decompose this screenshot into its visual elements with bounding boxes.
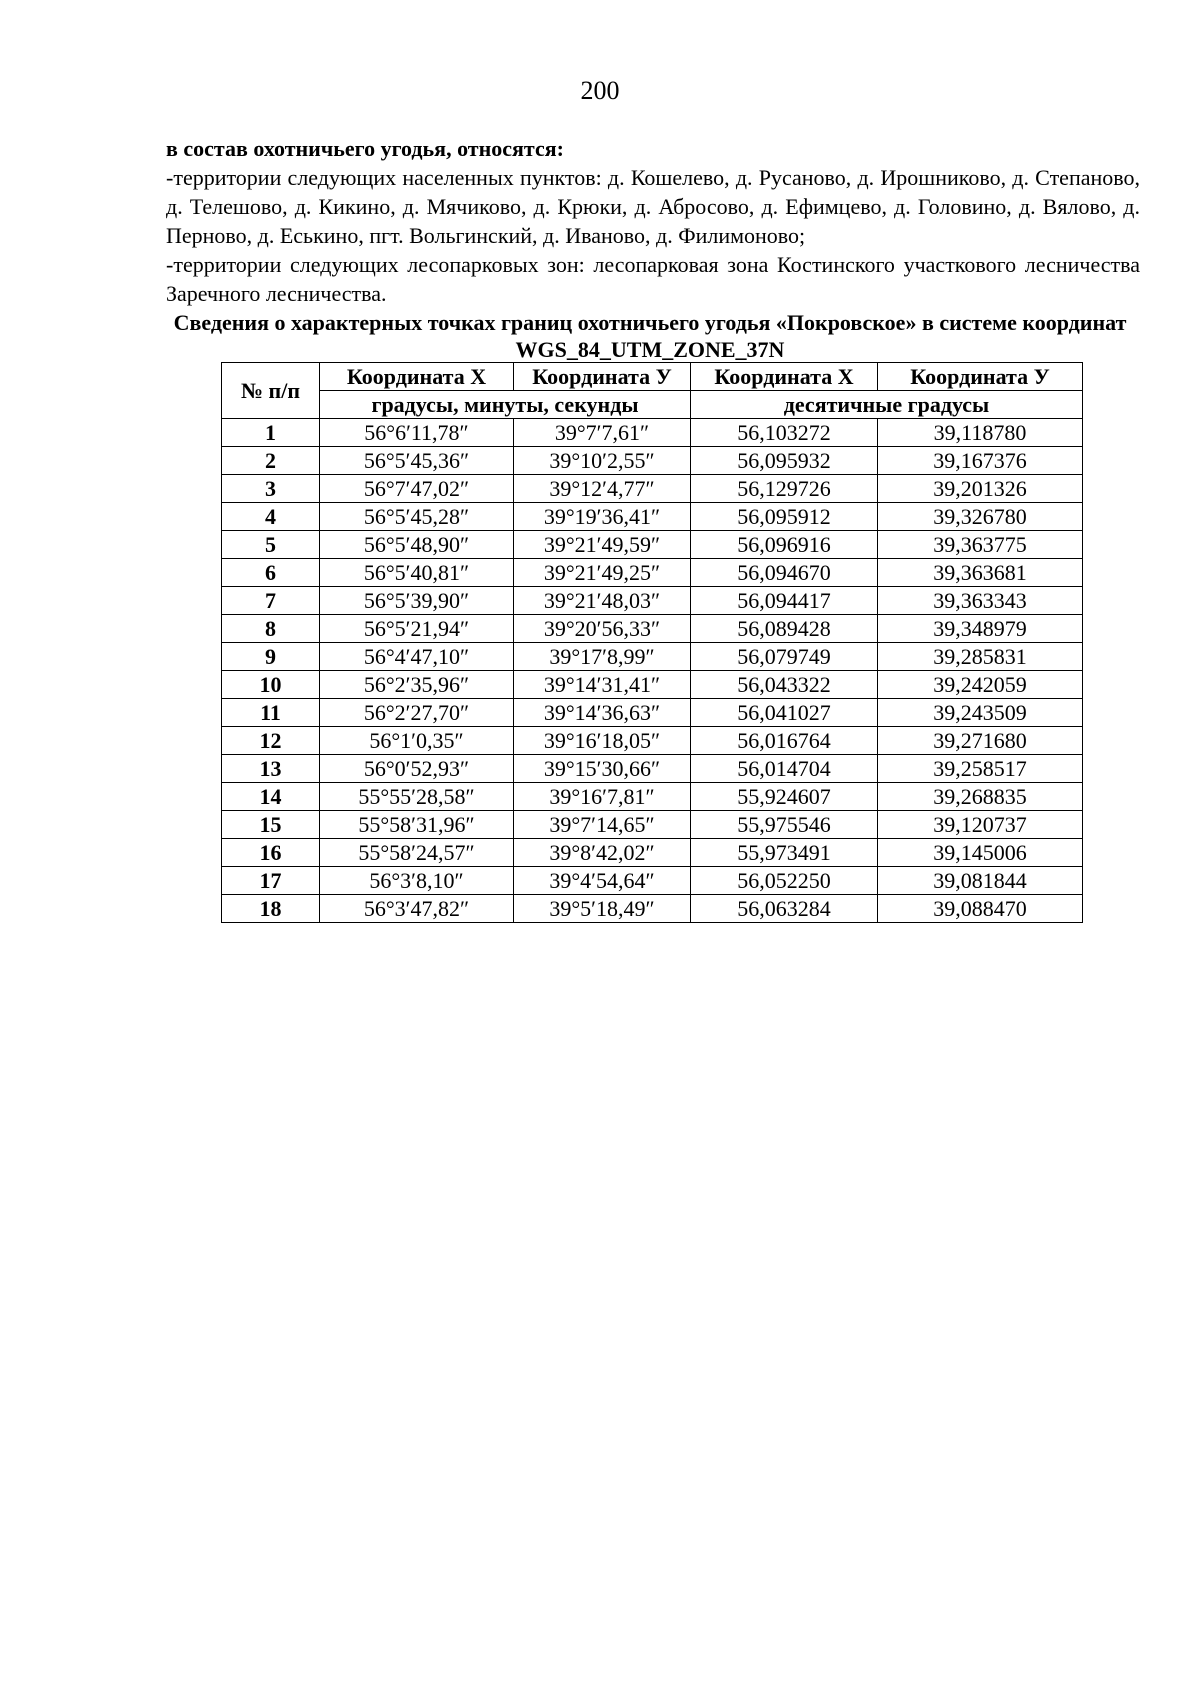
coord-x-decimal: 55,924607	[691, 783, 878, 811]
coord-x-decimal: 56,103272	[691, 419, 878, 447]
table-row	[222, 475, 1083, 503]
coord-x-dms: 56°5′45,36″	[320, 447, 514, 475]
coord-x-decimal: 56,094670	[691, 559, 878, 587]
table-header-row	[222, 363, 1083, 391]
coord-x-decimal: 56,052250	[691, 867, 878, 895]
point-number: 15	[222, 811, 320, 839]
coord-y-decimal: 39,258517	[878, 755, 1083, 783]
header-num: № п/п	[222, 363, 320, 419]
coord-y-dms: 39°21′48,03″	[514, 587, 691, 615]
coord-x-decimal: 56,094417	[691, 587, 878, 615]
coord-x-dms: 56°1′0,35″	[320, 727, 514, 755]
point-number: 13	[222, 755, 320, 783]
table-row	[222, 867, 1083, 895]
table-row	[222, 447, 1083, 475]
coord-x-dms: 56°5′39,90″	[320, 587, 514, 615]
point-number: 8	[222, 615, 320, 643]
body-text	[166, 134, 1140, 308]
coord-y-decimal: 39,145006	[878, 839, 1083, 867]
coord-x-dms: 56°2′35,96″	[320, 671, 514, 699]
coord-x-decimal: 56,016764	[691, 727, 878, 755]
coord-y-decimal: 39,167376	[878, 447, 1083, 475]
coord-x-dms: 56°5′40,81″	[320, 559, 514, 587]
table-row	[222, 839, 1083, 867]
coord-x-dms: 56°2′27,70″	[320, 699, 514, 727]
point-number: 14	[222, 783, 320, 811]
coordinates-table	[221, 362, 1083, 923]
intro-heading: в состав охотничьего угодья, относятся:	[166, 136, 564, 161]
point-number: 1	[222, 419, 320, 447]
table-row	[222, 671, 1083, 699]
point-number: 16	[222, 839, 320, 867]
coord-x-dms: 56°4′47,10″	[320, 643, 514, 671]
coord-x-dms: 56°7′47,02″	[320, 475, 514, 503]
point-number: 6	[222, 559, 320, 587]
coord-y-dms: 39°21′49,25″	[514, 559, 691, 587]
coord-y-decimal: 39,118780	[878, 419, 1083, 447]
table-row	[222, 643, 1083, 671]
point-number: 12	[222, 727, 320, 755]
coord-y-decimal: 39,201326	[878, 475, 1083, 503]
coord-y-decimal: 39,271680	[878, 727, 1083, 755]
table-subheader-row	[222, 391, 1083, 419]
coord-y-dms: 39°17′8,99″	[514, 643, 691, 671]
point-number: 18	[222, 895, 320, 923]
point-number: 4	[222, 503, 320, 531]
coord-x-dms: 55°55′28,58″	[320, 783, 514, 811]
table-row	[222, 559, 1083, 587]
coord-x-decimal: 56,079749	[691, 643, 878, 671]
coord-y-dms: 39°7′14,65″	[514, 811, 691, 839]
coord-y-decimal: 39,363775	[878, 531, 1083, 559]
coord-y-dms: 39°15′30,66″	[514, 755, 691, 783]
coord-x-decimal: 55,973491	[691, 839, 878, 867]
table-row	[222, 587, 1083, 615]
point-number: 10	[222, 671, 320, 699]
coord-y-dms: 39°5′18,49″	[514, 895, 691, 923]
coord-x-dms: 56°3′47,82″	[320, 895, 514, 923]
coord-y-dms: 39°16′7,81″	[514, 783, 691, 811]
coord-y-decimal: 39,088470	[878, 895, 1083, 923]
table-row	[222, 503, 1083, 531]
coord-y-decimal: 39,285831	[878, 643, 1083, 671]
header-coord-y-decimal: Координата У	[878, 363, 1083, 391]
point-number: 11	[222, 699, 320, 727]
coord-y-decimal: 39,081844	[878, 867, 1083, 895]
coord-y-dms: 39°16′18,05″	[514, 727, 691, 755]
table-row	[222, 531, 1083, 559]
coord-x-dms: 56°5′48,90″	[320, 531, 514, 559]
header-coord-y-dms: Координата У	[514, 363, 691, 391]
page-number: 200	[580, 76, 620, 105]
table-row	[222, 615, 1083, 643]
coord-x-decimal: 56,129726	[691, 475, 878, 503]
coord-x-dms: 56°5′21,94″	[320, 615, 514, 643]
settlements-paragraph: -территории следующих населенных пунктов: д. Кошелево, д. Русаново, д. Ирошниково, д. Степаново, д. Телешово, д. Кикино, д. Мячиково, д. Крюки, д. Абросово, д. Ефимцево, д. Головино, д. Вялово, д. Перново, д. Еськино, пгт. Вольгинский, д. Иваново, д. Филимоново;	[166, 165, 1140, 248]
coord-x-decimal: 56,095912	[691, 503, 878, 531]
coord-x-dms: 55°58′24,57″	[320, 839, 514, 867]
table-row	[222, 783, 1083, 811]
coord-y-dms: 39°14′36,63″	[514, 699, 691, 727]
coord-y-decimal: 39,120737	[878, 811, 1083, 839]
header-coord-x-decimal: Координата X	[691, 363, 878, 391]
header-group-decimal: десятичные градусы	[691, 391, 1083, 419]
coord-y-dms: 39°12′4,77″	[514, 475, 691, 503]
coord-x-decimal: 56,089428	[691, 615, 878, 643]
coord-y-dms: 39°10′2,55″	[514, 447, 691, 475]
coord-x-dms: 56°6′11,78″	[320, 419, 514, 447]
coord-x-dms: 56°3′8,10″	[320, 867, 514, 895]
coord-y-dms: 39°20′56,33″	[514, 615, 691, 643]
coord-x-decimal: 55,975546	[691, 811, 878, 839]
coord-x-dms: 56°5′45,28″	[320, 503, 514, 531]
coord-y-decimal: 39,326780	[878, 503, 1083, 531]
table-row	[222, 811, 1083, 839]
coord-x-dms: 56°0′52,93″	[320, 755, 514, 783]
coord-x-decimal: 56,095932	[691, 447, 878, 475]
table-row	[222, 419, 1083, 447]
header-coord-x-dms: Координата X	[320, 363, 514, 391]
point-number: 5	[222, 531, 320, 559]
table-body	[222, 419, 1083, 923]
table-row	[222, 755, 1083, 783]
coord-y-dms: 39°8′42,02″	[514, 839, 691, 867]
table-row	[222, 699, 1083, 727]
table-title: Сведения о характерных точках границ охотничьего угодья «Покровское» в системе координат WGS_84_UTM_ZONE_37N	[173, 310, 1127, 362]
table-row	[222, 727, 1083, 755]
coord-y-dms: 39°19′36,41″	[514, 503, 691, 531]
coord-y-decimal: 39,268835	[878, 783, 1083, 811]
coord-y-decimal: 39,243509	[878, 699, 1083, 727]
coord-y-dms: 39°7′7,61″	[514, 419, 691, 447]
coord-y-decimal: 39,348979	[878, 615, 1083, 643]
coord-x-decimal: 56,014704	[691, 755, 878, 783]
point-number: 9	[222, 643, 320, 671]
coord-y-dms: 39°14′31,41″	[514, 671, 691, 699]
forest-zones-paragraph: -территории следующих лесопарковых зон: лесопарковая зона Костинского участкового лесничества Заречного лесничества.	[166, 252, 1140, 306]
coord-x-decimal: 56,041027	[691, 699, 878, 727]
point-number: 3	[222, 475, 320, 503]
coord-y-dms: 39°21′49,59″	[514, 531, 691, 559]
coord-y-decimal: 39,242059	[878, 671, 1083, 699]
header-group-dms: градусы, минуты, секунды	[320, 391, 691, 419]
coord-y-decimal: 39,363343	[878, 587, 1083, 615]
point-number: 2	[222, 447, 320, 475]
coord-x-decimal: 56,096916	[691, 531, 878, 559]
coord-x-decimal: 56,063284	[691, 895, 878, 923]
point-number: 17	[222, 867, 320, 895]
coord-x-decimal: 56,043322	[691, 671, 878, 699]
point-number: 7	[222, 587, 320, 615]
coord-x-dms: 55°58′31,96″	[320, 811, 514, 839]
table-row	[222, 895, 1083, 923]
coord-y-decimal: 39,363681	[878, 559, 1083, 587]
coord-y-dms: 39°4′54,64″	[514, 867, 691, 895]
